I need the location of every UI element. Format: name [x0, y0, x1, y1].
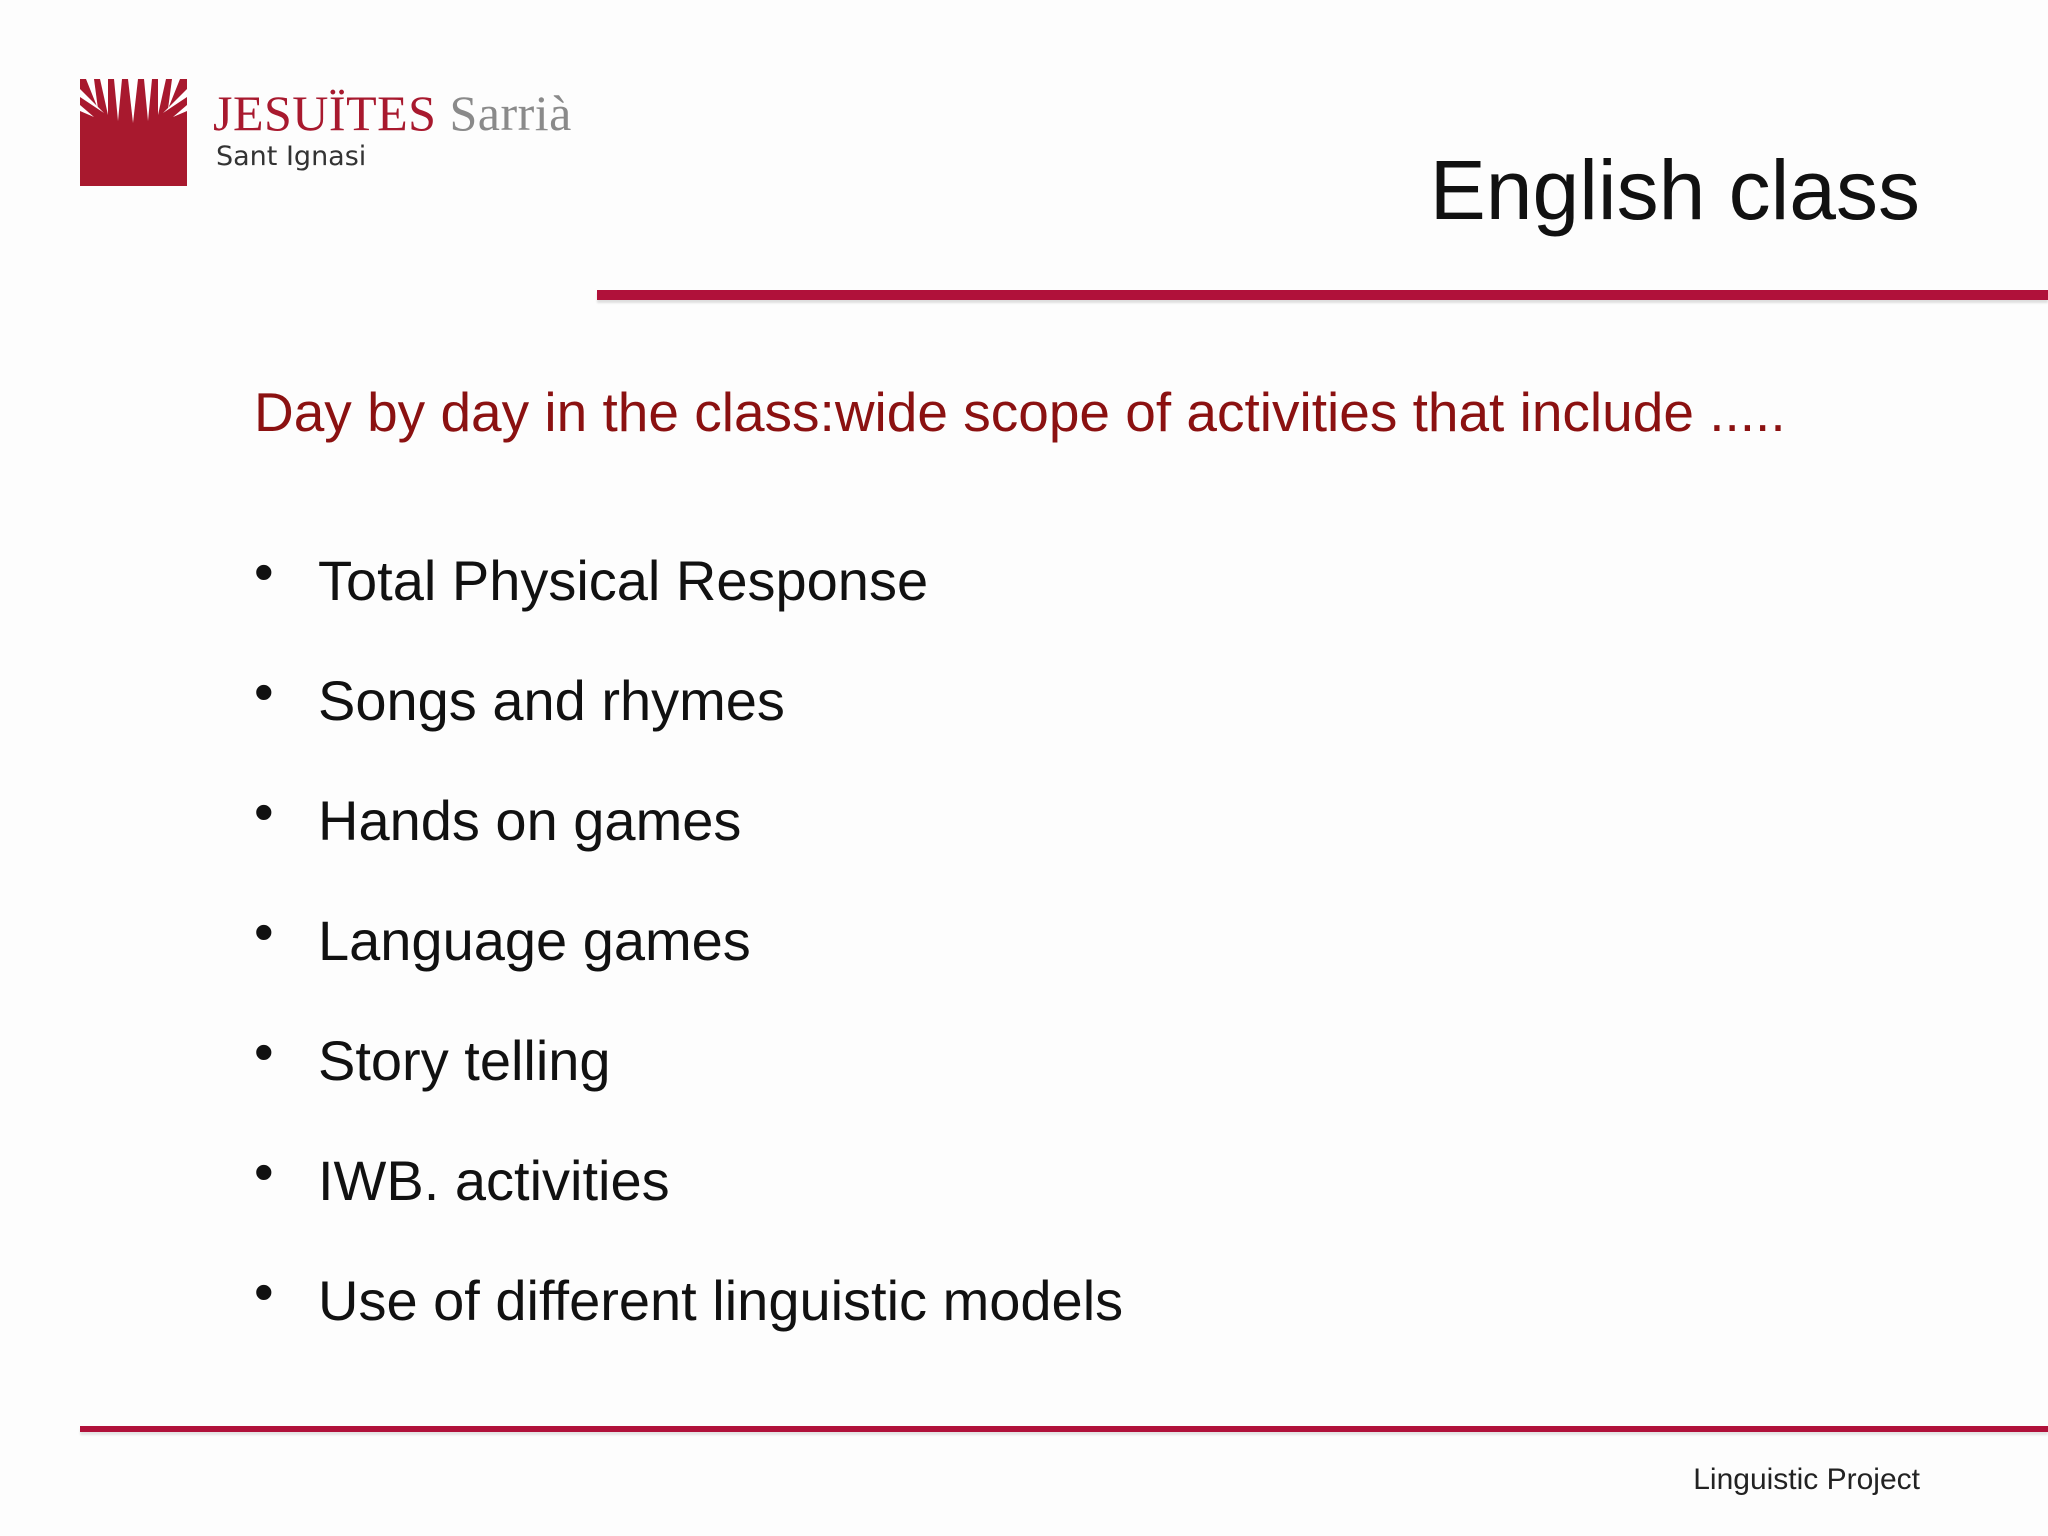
logo-name-primary: JESUÏTES — [213, 85, 437, 141]
bullet-icon: • — [254, 660, 274, 723]
bullet-text: Language games — [318, 909, 751, 972]
bullet-text: Use of different linguistic models — [318, 1269, 1124, 1332]
bullet-item — [254, 660, 1123, 780]
bullet-text: Story telling — [318, 1029, 611, 1092]
logo — [80, 79, 572, 187]
bullet-item — [254, 1140, 1123, 1260]
bullet-text: Total Physical Response — [318, 549, 929, 612]
footer-divider — [80, 1426, 2048, 1432]
logo-subtitle: Sant Ignasi — [216, 141, 367, 172]
bullet-icon: • — [254, 900, 274, 963]
bullet-text: Songs and rhymes — [318, 669, 785, 732]
bullet-item — [254, 1020, 1123, 1140]
jesuit-sun-emblem-icon — [80, 79, 187, 186]
bullet-icon: • — [254, 1140, 274, 1203]
bullet-item — [254, 900, 1123, 1020]
logo-name-secondary: Sarrià — [449, 85, 572, 141]
slide-subtitle: Day by day in the class:wide scope of activities that include ..... — [254, 381, 1786, 443]
bullet-icon: • — [254, 1260, 274, 1323]
bullet-list — [254, 540, 1123, 1380]
footer-label: Linguistic Project — [1693, 1463, 1920, 1496]
slide-title: English class — [1429, 143, 1920, 237]
logo-wordmark — [213, 85, 572, 141]
bullet-item — [254, 540, 1123, 660]
bullet-icon: • — [254, 780, 274, 843]
bullet-item — [254, 780, 1123, 900]
bullet-item — [254, 1260, 1123, 1380]
bullet-icon: • — [254, 540, 274, 603]
title-divider — [597, 290, 2048, 300]
bullet-text: Hands on games — [318, 789, 742, 852]
bullet-icon: • — [254, 1020, 274, 1083]
bullet-text: IWB. activities — [318, 1149, 670, 1212]
